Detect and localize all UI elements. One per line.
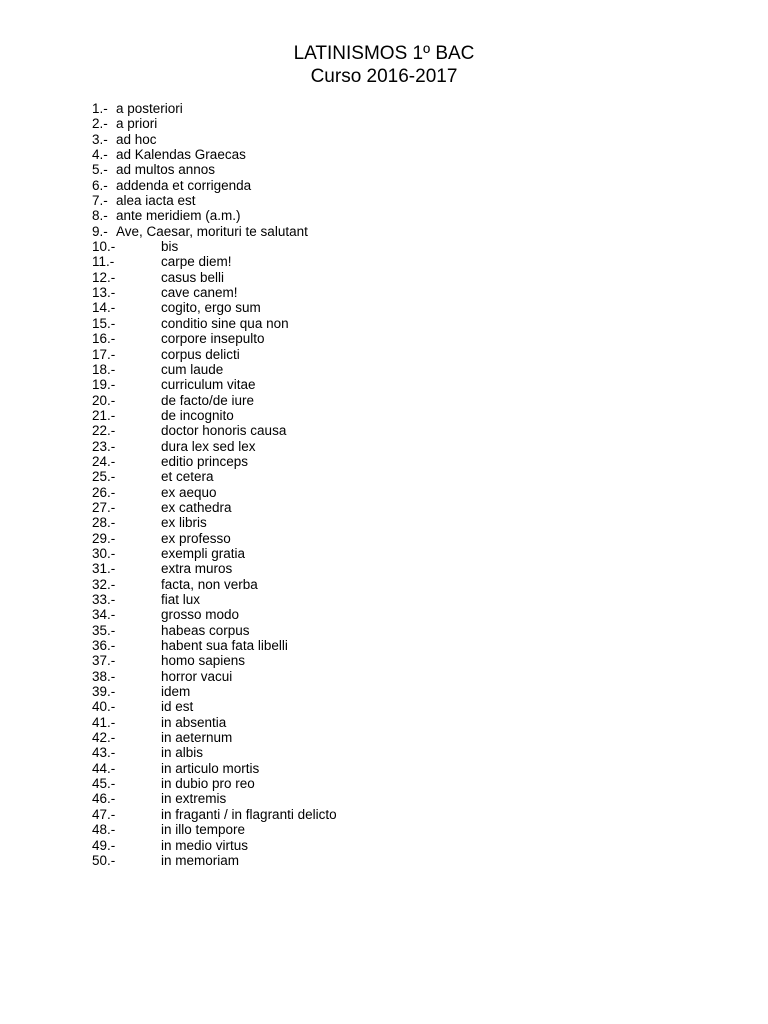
item-number: 43.- (92, 745, 116, 761)
item-term: id est (161, 699, 194, 715)
item-number: 13.- (92, 285, 116, 301)
item-number: 32.- (92, 576, 116, 592)
item-number: 28.- (92, 515, 116, 531)
item-term: alea iacta est (116, 193, 196, 209)
item-term: in absentia (161, 714, 227, 730)
item-term: in extremis (161, 791, 227, 807)
item-term: de incognito (161, 407, 234, 423)
item-number: 12.- (92, 269, 116, 285)
item-number: 39.- (92, 684, 116, 700)
item-term: ante meridiem (a.m.) (116, 208, 241, 224)
item-number: 25.- (92, 469, 116, 485)
item-number: 6.- (92, 177, 108, 193)
item-term: editio princeps (161, 453, 249, 469)
item-term: a posteriori (116, 101, 183, 116)
item-number: 9.- (92, 223, 108, 239)
item-number: 30.- (92, 545, 116, 561)
item-number: 31.- (92, 561, 116, 577)
item-number: 47.- (92, 806, 116, 822)
item-number: 18.- (92, 361, 116, 377)
item-term: a priori (116, 116, 158, 132)
item-number: 46.- (92, 791, 116, 807)
item-number: 26.- (92, 484, 116, 500)
item-number: 20.- (92, 392, 116, 408)
item-term: in dubio pro reo (161, 776, 255, 792)
item-number: 22.- (92, 423, 116, 439)
item-number: 17.- (92, 346, 116, 362)
item-term: habent sua fata libelli (161, 638, 288, 654)
item-number: 41.- (92, 714, 116, 730)
item-number: 45.- (92, 776, 116, 792)
item-term: in fraganti / in flagranti delicto (161, 806, 337, 822)
item-number: 21.- (92, 407, 116, 423)
item-term: addenda et corrigenda (116, 177, 252, 193)
item-number: 10.- (92, 239, 116, 255)
item-number: 23.- (92, 438, 116, 454)
item-number: 16.- (92, 331, 116, 347)
item-number: 4.- (92, 147, 108, 163)
item-term: grosso modo (161, 607, 240, 623)
item-number: 35.- (92, 622, 116, 638)
item-number: 2.- (92, 116, 108, 132)
item-number: 40.- (92, 699, 116, 715)
item-number: 11.- (92, 254, 115, 270)
item-term: cave canem! (161, 285, 238, 301)
item-number: 8.- (92, 208, 108, 224)
item-term: carpe diem! (161, 254, 232, 270)
item-term: homo sapiens (161, 653, 246, 669)
document-header (0, 42, 768, 88)
item-term: casus belli (161, 269, 225, 285)
item-term: ex libris (161, 515, 207, 531)
item-number: 19.- (92, 377, 116, 393)
item-number: 42.- (92, 730, 116, 746)
item-term: ex aequo (161, 484, 217, 500)
item-term: extra muros (161, 561, 233, 577)
item-term: cum laude (161, 361, 224, 377)
item-term: in aeternum (161, 730, 233, 746)
item-term: in medio virtus (161, 837, 249, 853)
item-number: 29.- (92, 530, 116, 546)
item-number: 36.- (92, 638, 116, 654)
item-term: doctor honoris causa (161, 423, 287, 439)
item-term: conditio sine qua non (161, 315, 289, 331)
item-term: bis (161, 239, 179, 255)
item-term: facta, non verba (161, 576, 258, 592)
item-number: 37.- (92, 653, 116, 669)
item-number: 34.- (92, 607, 116, 623)
item-number: 15.- (92, 315, 116, 331)
item-term: habeas corpus (161, 622, 250, 638)
item-term: ad Kalendas Graecas (116, 147, 246, 163)
item-term: Ave, Caesar, morituri te salutant (116, 223, 308, 239)
item-number: 44.- (92, 760, 116, 776)
item-number: 27.- (92, 499, 116, 515)
item-number: 49.- (92, 837, 116, 853)
item-term: corpore insepulto (161, 331, 265, 347)
item-number: 48.- (92, 822, 116, 838)
item-term: ad hoc (116, 131, 157, 147)
item-term: idem (161, 684, 191, 700)
item-number: 24.- (92, 453, 116, 469)
item-term: de facto/de iure (161, 392, 255, 408)
item-term: corpus delicti (161, 346, 240, 362)
item-term: exempli gratia (161, 545, 246, 561)
item-term: in illo tempore (161, 822, 246, 838)
item-term: fiat lux (161, 592, 201, 607)
item-number: 3.- (92, 131, 108, 147)
item-number: 33.- (92, 592, 116, 607)
item-term: ex professo (161, 530, 231, 546)
page-subtitle: Curso 2016-2017 (310, 66, 458, 87)
item-term: ad multos annos (116, 162, 216, 178)
item-term: cogito, ergo sum (161, 300, 261, 316)
page-title: LATINISMOS 1º BAC (293, 43, 475, 64)
item-number: 38.- (92, 668, 116, 684)
item-term: in memoriam (161, 852, 240, 868)
item-term: in albis (161, 745, 204, 761)
item-term: in articulo mortis (161, 760, 260, 776)
item-number: 1.- (92, 101, 108, 116)
item-number: 5.- (92, 162, 108, 178)
item-number: 7.- (92, 193, 108, 209)
item-number: 50.- (92, 852, 116, 868)
item-term: ex cathedra (161, 499, 232, 515)
item-number: 14.- (92, 300, 116, 316)
item-term: et cetera (161, 469, 214, 485)
item-term: horror vacui (161, 668, 233, 684)
item-term: curriculum vitae (161, 377, 256, 393)
item-term: dura lex sed lex (161, 438, 256, 454)
